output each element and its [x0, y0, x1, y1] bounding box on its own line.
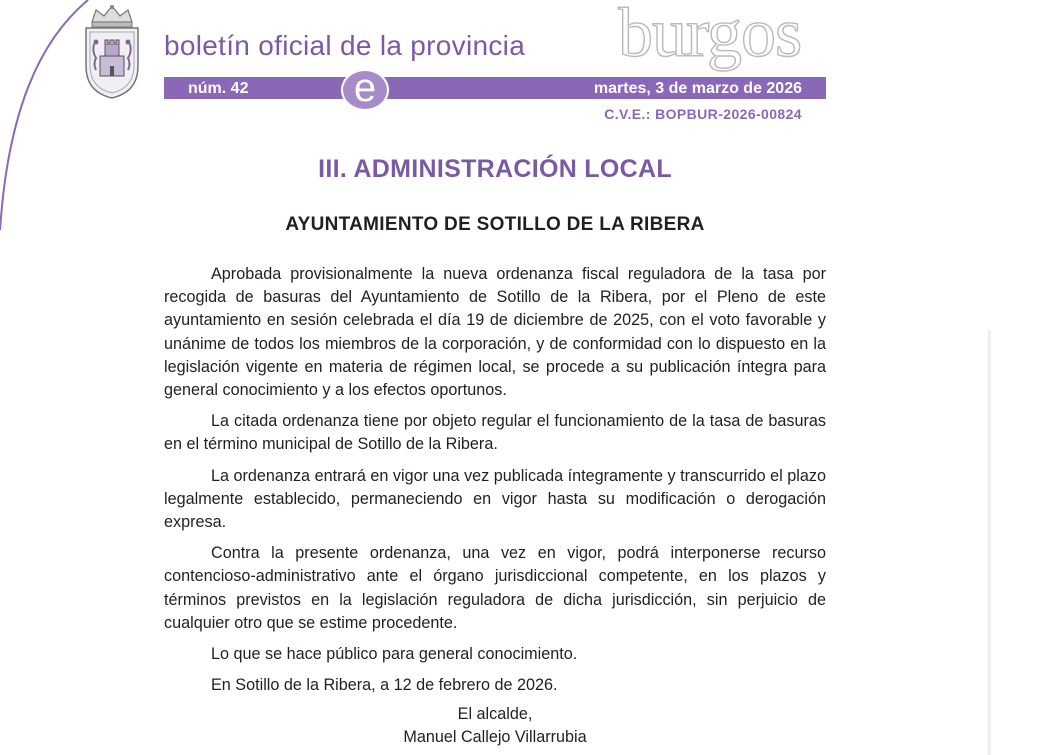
cve-code: C.V.E.: BOPBUR-2026-00824: [604, 106, 802, 122]
e-badge-letter: e: [353, 66, 377, 110]
section-title: III. ADMINISTRACIÓN LOCAL: [318, 155, 672, 183]
signature-role: El alcalde,: [457, 705, 533, 723]
decorative-curve: [0, 0, 90, 240]
bulletin-title: boletín oficial de la provincia: [164, 30, 526, 61]
issue-number: núm. 42: [188, 80, 249, 97]
coat-of-arms-icon: [78, 4, 146, 100]
body-paragraph: Aprobada provisionalmente la nueva ordenanza fiscal reguladora de la tasa por recogida de basuras del Ayuntamiento de Sotillo de la Ribera, por el Pleno de este ayuntamiento en sesión celebrada el día 19 de diciembre de 2025, con el voto favorable y unánime de todos los miembros de la corporación, y de conformidad con lo dispuesto en la legislación vigente en materia de régimen local, se procede a su publicación íntegra para general conocimiento y a los efectos oportunos.: [164, 265, 826, 400]
issue-bar: [164, 77, 826, 99]
document-body: [164, 263, 826, 705]
place-date-line: En Sotillo de la Ribera, a 12 de febrero de 2026.: [211, 676, 558, 695]
province-wordmark: burgos: [618, 0, 802, 72]
entity-title: AYUNTAMIENTO DE SOTILLO DE LA RIBERA: [285, 214, 705, 235]
body-paragraph: La citada ordenanza tiene por objeto regular el funcionamiento de la tasa de basuras en el término municipal de Sotillo de la Ribera.: [164, 412, 826, 454]
issue-date: martes, 3 de marzo de 2026: [593, 80, 802, 97]
body-paragraph: Contra la presente ordenanza, una vez en vigor, podrá interponerse recurso contencioso-administrativo ante el órgano jurisdiccional competente, en los plazos y términos previstos en la legislación reguladora de dicha jurisdicción, sin perjuicio de cualquier otro que se estime procedente.: [164, 544, 826, 632]
signature-name: Manuel Callejo Villarrubia: [403, 728, 587, 747]
signature-block: [164, 703, 826, 749]
body-paragraph: Lo que se hace público para general conocimiento.: [211, 645, 578, 664]
e-badge-icon: [341, 66, 389, 111]
body-paragraph: La ordenanza entrará en vigor una vez publicada íntegramente y transcurrido el plazo legalmente establecido, permaneciendo en vigor hasta su modificación o derogación expresa.: [164, 466, 826, 532]
page-edge-shadow: [988, 330, 992, 755]
